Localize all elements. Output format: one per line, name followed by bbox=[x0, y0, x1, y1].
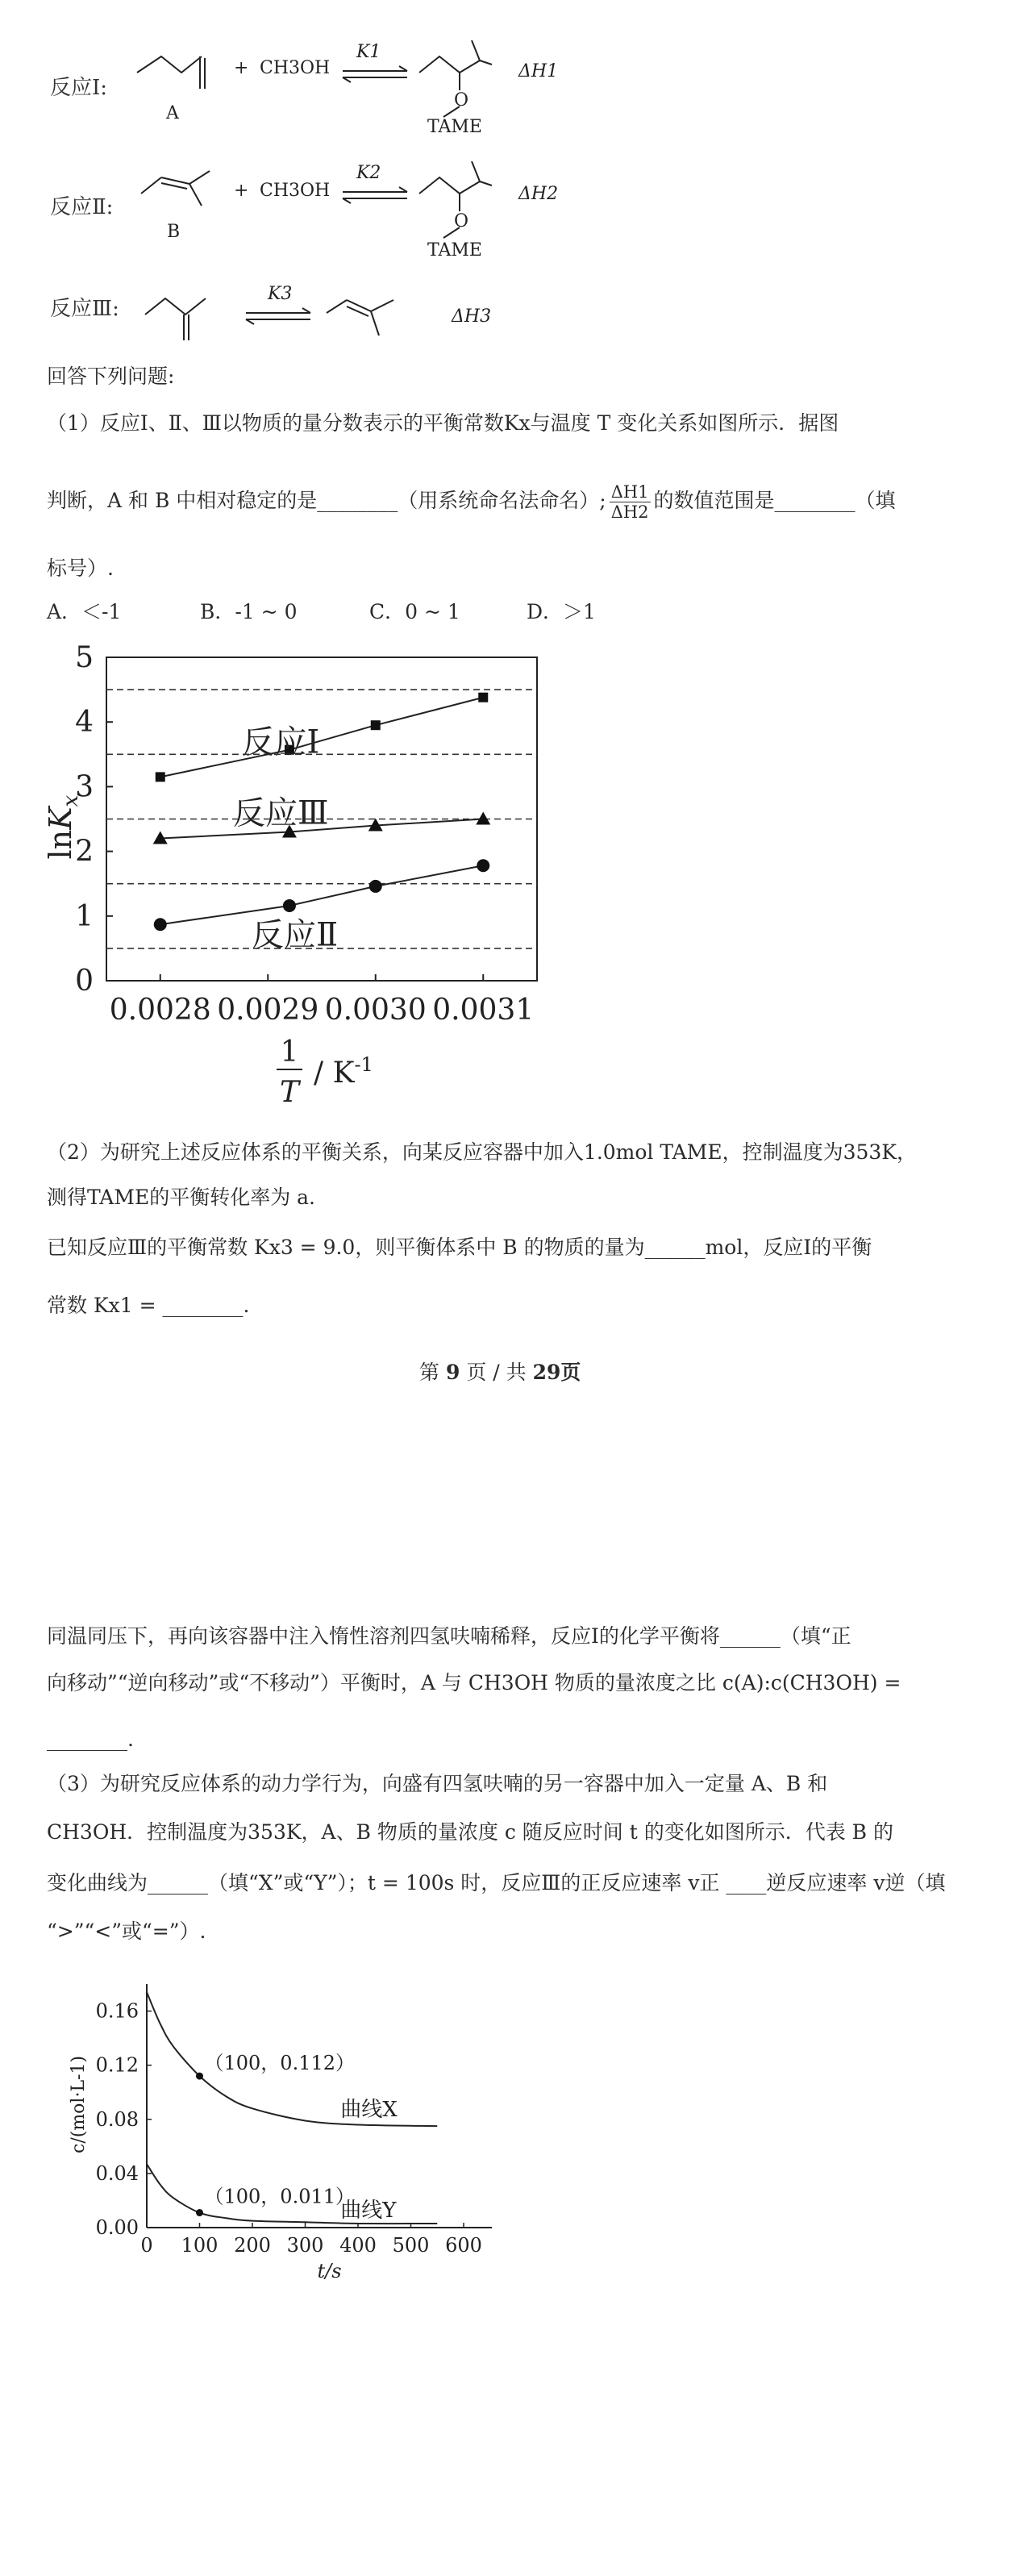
chart2-ytick-label-4: 0.16 bbox=[95, 1999, 139, 2023]
option-d: D．＞1 bbox=[527, 600, 596, 623]
reaction-1-structures bbox=[129, 40, 581, 137]
chart2-xlabel: t/s bbox=[317, 2260, 342, 2282]
chart1-point-s0-3 bbox=[478, 693, 488, 702]
reaction-2-label: 反应Ⅱ: bbox=[50, 195, 114, 219]
q2-line-1: （2）为研究上述反应体系的平衡关系，向某反应容器中加入1.0mol TAME，控制温度为353K， bbox=[47, 1140, 917, 1164]
reactant-a-letter: A bbox=[166, 103, 179, 123]
chart1-point-s0-0 bbox=[156, 772, 165, 782]
q2-cont-line-2: 向移动”“逆向移动”或“不移动”）平衡时，A 与 CH3OH 物质的量浓度之比 c(A):c(CH3OH) = bbox=[47, 1671, 901, 1694]
q3-line-4: “>”“<”或“=”）. bbox=[47, 1919, 206, 1943]
reaction-3-label: 反应Ⅲ: bbox=[50, 297, 119, 321]
chart1-xtick-label-2: 0.0030 bbox=[324, 994, 427, 1027]
chart1-series-label-2: 反应Ⅱ bbox=[252, 916, 339, 954]
chart1-xtick-label-3: 0.0031 bbox=[432, 994, 535, 1027]
q3-line-1: （3）为研究反应体系的动力学行为，向盛有四氢呋喃的另一容器中加入一定量 A、B 和 bbox=[47, 1772, 828, 1795]
chart2-xtick-label-2: 200 bbox=[234, 2234, 271, 2257]
chart1-xlabel-num: 1 bbox=[280, 1036, 299, 1069]
chart1-xlabel-unit: / $K^{-1}$ bbox=[314, 1053, 373, 1090]
chart2-xtick-label-6: 600 bbox=[445, 2234, 482, 2257]
q1-line-2a: 判断，A 和 B 中相对稳定的是________（用系统命名法命名）; bbox=[47, 489, 606, 512]
chart1-ytick-label-5: 5 bbox=[75, 645, 94, 674]
chart1-xtick-label-0: 0.0028 bbox=[109, 994, 211, 1027]
chart1-series-label-1: 反应Ⅲ bbox=[232, 794, 329, 832]
product-tame-label-2: TAME bbox=[427, 240, 482, 261]
reactant-b-letter: B bbox=[167, 222, 181, 242]
chart2-ylabel: c/(mol·L-1) bbox=[69, 2055, 89, 2153]
chart1-point-s2-3 bbox=[477, 859, 489, 872]
option-a: A．＜-1 bbox=[47, 600, 122, 623]
reaction-2-structures bbox=[129, 161, 581, 258]
chart2-point-label-0: （100，0.112） bbox=[204, 2052, 356, 2075]
footer-mid: 页 / 共 bbox=[466, 1361, 527, 1384]
q1-line-2b: 的数值范围是________（填 bbox=[653, 489, 896, 512]
chart1-point-s2-2 bbox=[369, 880, 382, 893]
chart2-point-label-1: （100，0.011） bbox=[204, 2185, 356, 2208]
chart1-series-line-0 bbox=[160, 698, 484, 777]
frac-numerator: ΔH1 bbox=[610, 482, 649, 502]
frac-denominator: ΔH2 bbox=[610, 502, 649, 522]
chart2-point-1 bbox=[196, 2209, 203, 2216]
chart2-curve-label-1: 曲线Y bbox=[340, 2198, 397, 2223]
chart1-ytick-label-2: 2 bbox=[75, 835, 94, 869]
oxygen-label: O bbox=[454, 90, 469, 110]
page-footer bbox=[419, 1359, 581, 1386]
intro-text: 回答下列问题: bbox=[47, 365, 175, 388]
chart1-ytick-label-3: 3 bbox=[75, 770, 94, 804]
reagent-methanol-2: CH3OH bbox=[260, 181, 331, 201]
chart2-svg bbox=[40, 1968, 492, 2299]
option-b: B．-1 ~ 0 bbox=[200, 600, 298, 623]
chart2-xtick-label-0: 0 bbox=[140, 2234, 153, 2257]
plus-sign-2: + bbox=[234, 181, 249, 201]
chart2-ytick-label-1: 0.04 bbox=[95, 2161, 139, 2185]
footer-suffix: 页 bbox=[560, 1361, 581, 1384]
q1-options bbox=[47, 598, 596, 626]
chart2-curve-label-0: 曲线X bbox=[340, 2098, 398, 2123]
q2-line-3: 已知反应Ⅲ的平衡常数 Kx3 = 9.0，则平衡体系中 B 的物质的量为______mol，反应Ⅰ的平衡 bbox=[47, 1236, 872, 1259]
chart1-series-label-0: 反应Ⅰ bbox=[242, 723, 320, 761]
footer-prefix: 第 bbox=[419, 1361, 440, 1384]
chart1-ytick-label-0: 0 bbox=[75, 965, 94, 998]
chart2-xtick-label-3: 300 bbox=[286, 2234, 324, 2257]
chart2-ytick-label-3: 0.12 bbox=[95, 2053, 139, 2077]
chart-lnkx-vs-inverse-t bbox=[40, 645, 605, 1129]
chart1-xlabel-den: T bbox=[279, 1076, 300, 1109]
dh2-label: ΔH2 bbox=[518, 184, 559, 204]
dh-ratio-fraction bbox=[610, 482, 651, 522]
chart-concentration-vs-time bbox=[40, 1968, 492, 2299]
q2-line-4: 常数 Kx1 = ________. bbox=[47, 1294, 250, 1317]
q3-line-2: CH3OH．控制温度为353K，A、B 物质的量浓度 c 随反应时间 t 的变化如图所示．代表 B 的 bbox=[47, 1820, 894, 1844]
option-c: C．0 ~ 1 bbox=[369, 600, 460, 623]
plus-sign: + bbox=[234, 58, 249, 78]
chart1-ytick-label-1: 1 bbox=[75, 899, 94, 933]
chart2-ytick-label-2: 0.08 bbox=[95, 2107, 139, 2131]
chart1-ytick-label-4: 4 bbox=[75, 706, 94, 740]
k3-label: K3 bbox=[268, 284, 293, 304]
chart2-xtick-label-5: 500 bbox=[392, 2234, 430, 2257]
q2-line-2: 测得TAME的平衡转化率为 a. bbox=[47, 1186, 316, 1209]
chart1-point-s1-3 bbox=[476, 812, 490, 825]
chart2-ytick-label-0: 0.00 bbox=[95, 2216, 139, 2239]
reagent-methanol: CH3OH bbox=[260, 58, 331, 78]
dh3-label: ΔH3 bbox=[452, 306, 492, 327]
dh1-label: ΔH1 bbox=[518, 61, 559, 81]
k2-label: K2 bbox=[356, 163, 381, 183]
q1-line-2 bbox=[47, 482, 896, 522]
chart1-point-s2-1 bbox=[283, 899, 296, 912]
footer-page-number: 9 bbox=[445, 1361, 460, 1384]
oxygen-label-2: O bbox=[454, 211, 469, 231]
reaction-1-label: 反应Ⅰ: bbox=[50, 76, 108, 100]
product-tame-label: TAME bbox=[427, 117, 482, 137]
k1-label: K1 bbox=[356, 42, 381, 62]
chart1-point-s2-0 bbox=[154, 918, 167, 931]
chart2-xtick-label-4: 400 bbox=[339, 2234, 377, 2257]
chart1-point-s0-2 bbox=[371, 720, 381, 730]
q1-line-1: （1）反应Ⅰ、Ⅱ、Ⅲ以物质的量分数表示的平衡常数Kx与温度 T 变化关系如图所示．据图 bbox=[47, 411, 839, 435]
q3-line-3: 变化曲线为______（填“X”或“Y”）；t = 100s 时，反应Ⅲ的正反应速率 v正 ____逆反应速率 v逆（填 bbox=[47, 1871, 946, 1894]
footer-total-pages: 29 bbox=[532, 1361, 561, 1384]
chart2-xtick-label-1: 100 bbox=[181, 2234, 219, 2257]
chart1-ylabel: lnK$_x$ bbox=[43, 794, 83, 860]
chart2-point-0 bbox=[196, 2073, 203, 2080]
chart1-svg bbox=[40, 645, 605, 1129]
q2-cont-line-1: 同温同压下，再向该容器中注入惰性溶剂四氢呋喃稀释，反应Ⅰ的化学平衡将______（填“正 bbox=[47, 1624, 851, 1648]
q2-cont-line-3: ________. bbox=[47, 1728, 134, 1751]
chart1-xtick-label-1: 0.0029 bbox=[217, 994, 319, 1027]
q1-line-3: 标号）. bbox=[47, 556, 114, 580]
